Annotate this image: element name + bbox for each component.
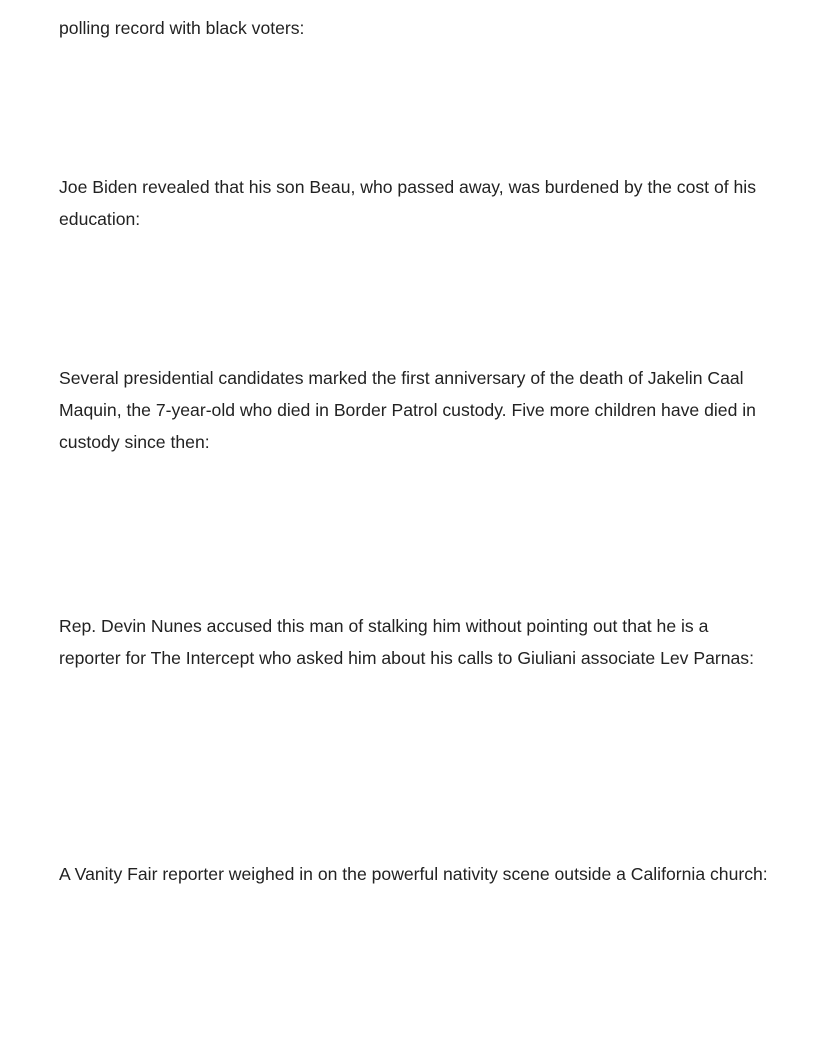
paragraph-biden-beau-education: Joe Biden revealed that his son Beau, who passed away, was burdened by the cost of his education: <box>59 177 757 229</box>
paragraph-black-voters-polling: polling record with black voters: <box>59 18 305 38</box>
paragraph-devin-nunes: Rep. Devin Nunes accused this man of stalking him without pointing out that he is a reporter for The Intercept who asked him about his calls to Giuliani associate Lev Parnas: <box>59 616 754 668</box>
paragraph-jakelin-caal-maquin: Several presidential candidates marked the first anniversary of the death of Jakelin Caal Maquin, the 7-year-old who died in Border Patrol custody. Five more children have died in custody since then: <box>59 368 756 452</box>
paragraph-vanity-fair-nativity: A Vanity Fair reporter weighed in on the powerful nativity scene outside a California church: <box>59 864 768 884</box>
